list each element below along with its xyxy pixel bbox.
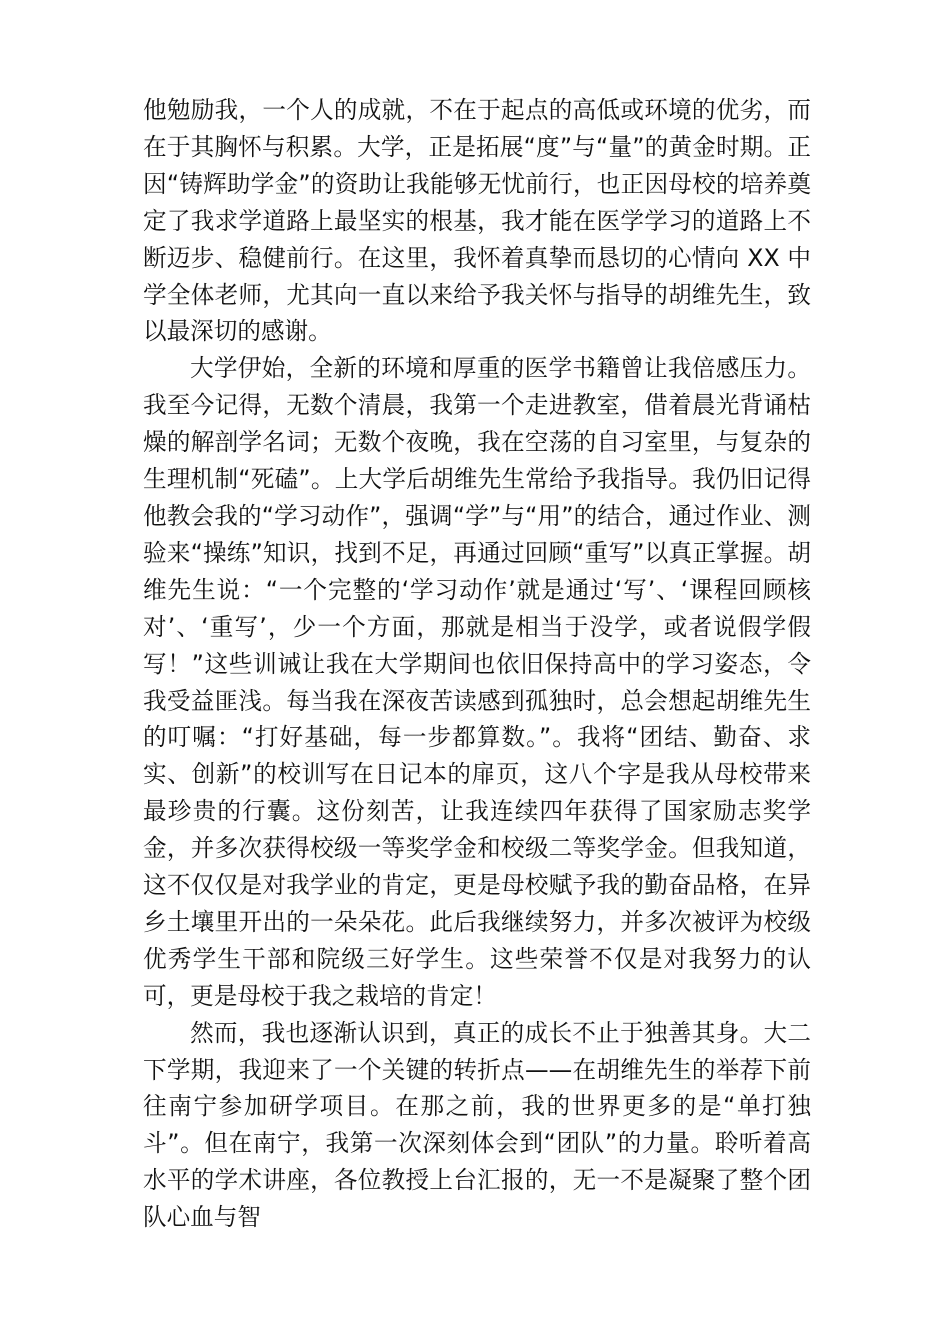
body-text [143, 92, 811, 1236]
paragraph-3: 然而，我也逐渐认识到，真正的成长不止于独善其身。大二下学期，我迎来了一个关键的转折点——在胡维先生的举荐下前往南宁参加研学项目。在那之前，我的世界更多的是“单打独斗”。但在南宁，我第一次深刻体会到“团队”的力量。聆听着高水平的学术讲座，各位教授上台汇报的，无一不是凝聚了整个团队心血与智 [143, 1018, 811, 1232]
paragraph-1: 他勉励我，一个人的成就，不在于起点的高低或环境的优劣，而在于其胸怀与积累。大学，正是拓展“度”与“量”的黄金时期。正因“铸辉助学金”的资助让我能够无忧前行，也正因母校的培养奠定了我求学道路上最坚实的根基，我才能在医学学习的道路上不断迈步、稳健前行。在这里，我怀着真挚而恳切的心情向 XX 中学全体老师，尤其向一直以来给予我关怀与指导的胡维先生，致以最深切的感谢。 [143, 96, 811, 346]
paragraph-2: 大学伊始，全新的环境和厚重的医学书籍曾让我倍感压力。我至今记得，无数个清晨，我第一个走进教室，借着晨光背诵枯燥的解剖学名词；无数个夜晚，我在空荡的自习室里，与复杂的生理机制“死磕”。上大学后胡维先生常给予我指导。我仍旧记得他教会我的“学习动作”，强调“学”与“用”的结合，通过作业、测验来“操练”知识，找到不足，再通过回顾“重写”以真正掌握。胡维先生说：“一个完整的‘学习动作’就是通过‘写’、‘课程回顾核对’、‘重写’，少一个方面，那就是相当于没学，或者说假学假写！”这些训诫让我在大学期间也依旧保持高中的学习姿态，令我受益匪浅。每当我在深夜苦读感到孤独时，总会想起胡维先生的叮嘱：“打好基础，每一步都算数。”。我将“团结、勤奋、求实、创新”的校训写在日记本的扉页，这八个字是我从母校带来最珍贵的行囊。这份刻苦，让我连续四年获得了国家励志奖学金，并多次获得校级一等奖学金和校级二等奖学金。但我知道，这不仅仅是对我学业的肯定，更是母校赋予我的勤奋品格，在异乡土壤里开出的一朵朵花。此后我继续努力，并多次被评为校级优秀学生干部和院级三好学生。这些荣誉不仅是对我努力的认可，更是母校于我之栽培的肯定！ [143, 354, 811, 1010]
